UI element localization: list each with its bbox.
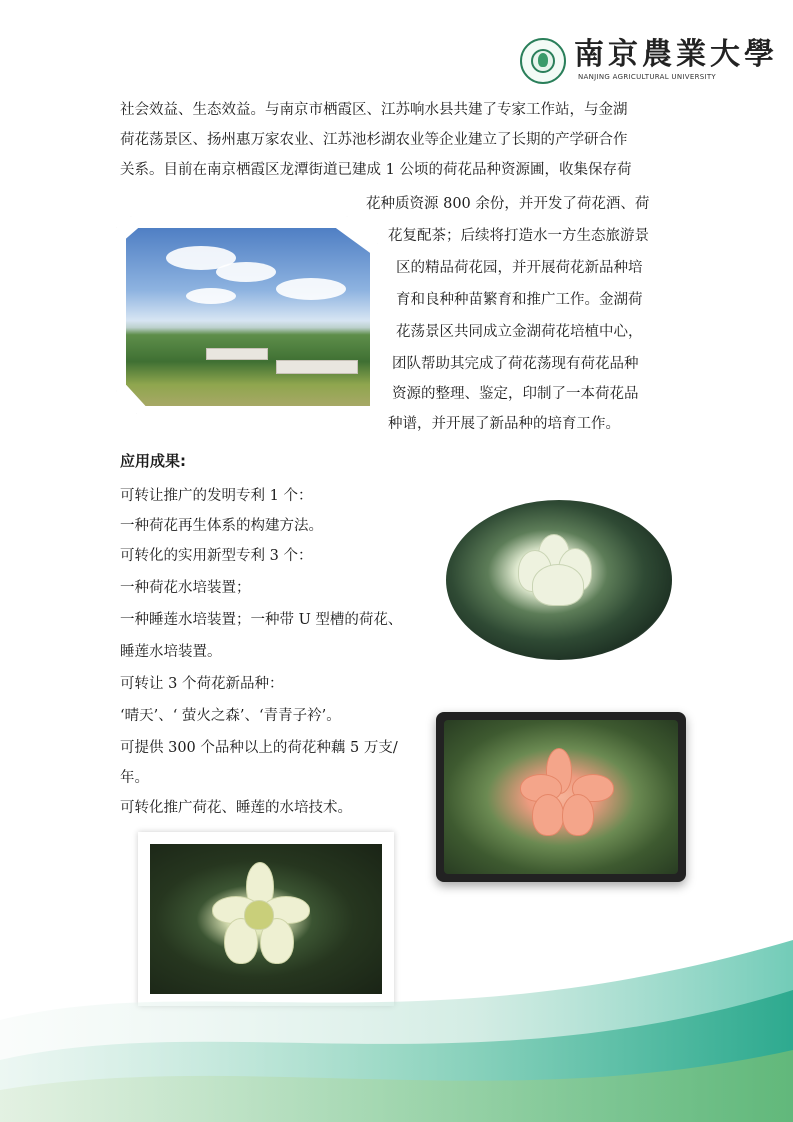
results-heading: 应用成果: [120,452,186,470]
body-line: 种谱，并开展了新品种的培育工作。 [388,416,620,432]
university-seal-icon [520,38,566,84]
body-line: 区的精品荷花园，并开展荷花新品种培 [396,260,643,276]
result-line: 可转让 3 个荷花新品种： [120,676,284,692]
result-line: 可转化的实用新型专利 3 个： [120,548,313,564]
white-lotus-photo [446,500,672,660]
logo-english-name: NANJING AGRICULTURAL UNIVERSITY [578,73,716,81]
university-logo [520,37,778,86]
result-line: 一种荷花水培装置； [120,580,251,596]
body-line: 社会效益、生态效益。与南京市栖霞区、江苏响水县共建了专家工作站，与金湖 [120,102,628,118]
body-line: 关系。目前在南京栖霞区龙潭街道已建成 1 公顷的荷花品种资源圃，收集保存荷 [120,162,632,178]
result-line: 可转化推广荷花、睡莲的水培技术。 [120,800,352,816]
body-line: 花种质资源 800 余份，并开发了荷花酒、荷 [366,196,650,212]
body-line: 花复配茶；后续将打造水一方生态旅游景 [388,228,649,244]
result-line: 睡莲水培装置。 [120,644,222,660]
logo-chinese-name: 南京農業大學 [574,37,778,72]
body-line: 花荡景区共同成立金湖荷花培植中心， [396,324,643,340]
result-line: ‘晴天’、‘ 萤火之森’、‘青青子衿’。 [120,708,341,724]
lotus-nursery-photo [116,216,378,414]
result-line: 年。 [120,770,149,786]
result-line: 可提供 300 个品种以上的荷花种藕 5 万支/ [120,740,398,756]
result-line: 一种荷花再生体系的构建方法。 [120,518,323,534]
result-line: 一种睡莲水培装置；一种带 U 型槽的荷花、 [120,612,403,628]
result-line: 可转让推广的发明专利 1 个： [120,488,313,504]
body-line: 团队帮助其完成了荷花荡现有荷花品种 [392,356,639,372]
decorative-wave [0,900,793,1122]
body-line: 资源的整理、鉴定，印制了一本荷花品 [392,386,639,402]
body-line: 育和良种种苗繁育和推广工作。金湖荷 [396,292,643,308]
pink-lotus-photo [436,712,686,882]
body-line: 荷花荡景区、扬州惠万家农业、江苏池杉湖农业等企业建立了长期的产学研合作 [120,132,628,148]
